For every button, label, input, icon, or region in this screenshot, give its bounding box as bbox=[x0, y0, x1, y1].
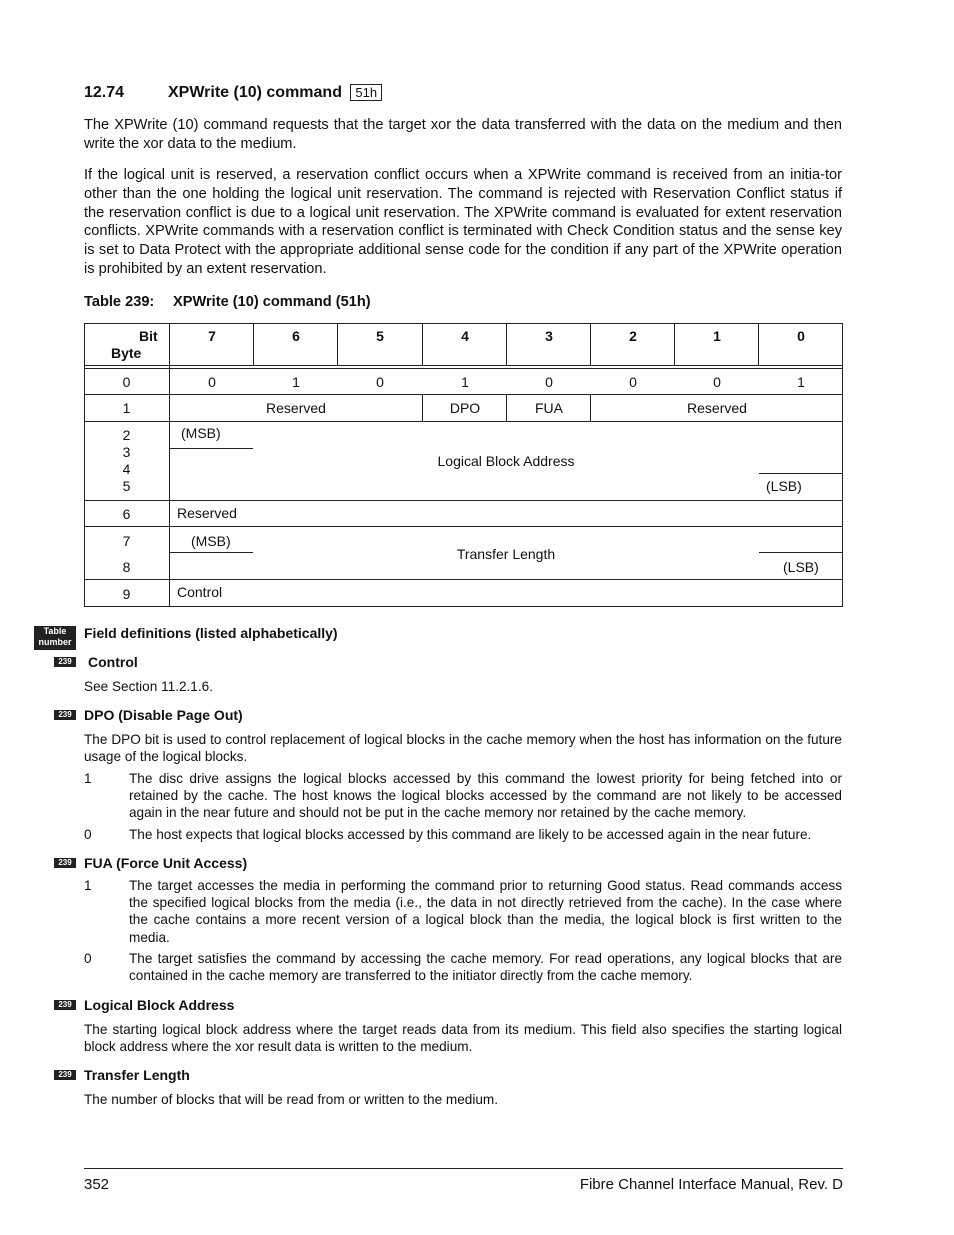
dpo-value-0: 0 The host expects that logical blocks accessed by this command are likely to be accessed again in the near future. bbox=[84, 827, 812, 842]
tl-field-name: Transfer Length bbox=[84, 1067, 190, 1083]
bit-4-header: 4 bbox=[461, 328, 469, 344]
manual-title: Fibre Channel Interface Manual, Rev. D bbox=[579, 1176, 843, 1193]
bit-2-header: 2 bbox=[629, 328, 637, 344]
byte-0-bit-4: 1 bbox=[461, 374, 469, 390]
intro-paragraph-2: If the logical unit is reserved, a reservation conflict occurs when a XPWrite command is received from an initia-tor other than the one holding the logical unit reservation. The command is rejected with Reservation Conflict status if the reservation conflict is due to a logical unit reservation. The XPWrite command is evaluated for extent reservation conflicts. XPWrite commands with a reservation conflict is terminated with Check Condition status and the sense key is set to Data Protect with the appropriate additional sense code for the condition if any part of the XPWrite operation is prohibited by an extent reservation. bbox=[84, 167, 842, 277]
dpo-field-text: The DPO bit is used to control replacement of logical blocks in the cache memory when the host has information on the future usage of the logical blocks. bbox=[84, 732, 842, 765]
byte-7-number: 7 bbox=[122, 533, 131, 549]
table-ref-tag: 239 bbox=[54, 657, 76, 667]
dpo-value-1: 1 The disc drive assigns the logical blocks accessed by this command the lowest priority for being fetched into or retained by the cache. The host knows the logical blocks accessed by the command are not likely to be accessed again in the near future and should not be put in the cache memory nor retained by the cache memory. bbox=[84, 771, 842, 821]
table-caption bbox=[84, 294, 371, 310]
command-table bbox=[84, 323, 843, 607]
byte-9-number: 9 bbox=[122, 586, 131, 602]
byte-0-bit-2: 0 bbox=[629, 374, 637, 390]
byte-0-bit-7: 0 bbox=[208, 374, 216, 390]
intro-paragraph-1: The XPWrite (10) command requests that the target xor the data transferred with the data on the medium and then write the xor data to the medium. bbox=[84, 117, 842, 152]
lba-field-name: Logical Block Address bbox=[84, 997, 235, 1013]
byte-0-bit-6: 1 bbox=[292, 374, 300, 390]
table-ref-tag: 239 bbox=[54, 858, 76, 868]
fua-value-1: 1 The target accesses the media in performing the command prior to returning Good status. Read commands access the specified logical blocks from the media (i.e., the data in not directly retrieved from the cache). In the case where the cache contains a more recent version of a logical block than the media, the logical block is first written to the media. bbox=[84, 878, 842, 945]
field-definitions-heading: Field definitions (listed alphabetically) bbox=[84, 625, 338, 641]
byte-3-number: 3 bbox=[122, 444, 131, 460]
byte-4-number: 4 bbox=[122, 461, 131, 477]
control-field-name: Control bbox=[88, 654, 138, 670]
page-number: 352 bbox=[84, 1176, 110, 1193]
control-field-text: See Section 11.2.1.6. bbox=[84, 679, 213, 694]
byte-0-bit-3: 0 bbox=[545, 374, 553, 390]
byte-2-number: 2 bbox=[122, 427, 131, 443]
table-number-tag: Table number bbox=[34, 626, 76, 650]
fua-value-0: 0 The target satisfies the command by accessing the cache memory. For read operations, any logical blocks that are contained in the cache memory are transferred to the initiator directly from the cache memory. bbox=[84, 951, 842, 984]
lba-lsb-marker: (LSB) bbox=[766, 478, 802, 494]
bit-5-header: 5 bbox=[376, 328, 384, 344]
tl-field-text: The number of blocks that will be read from or written to the medium. bbox=[84, 1092, 499, 1107]
table-ref-tag: 239 bbox=[54, 710, 76, 720]
byte-header-label: Byte bbox=[111, 345, 142, 361]
tl-lsb-marker: (LSB) bbox=[783, 559, 819, 575]
lba-field-text: The starting logical block address where the target reads data from its medium. This field also specifies the starting logical block address where the xor result data is written to the medium. bbox=[84, 1022, 842, 1055]
byte-1-reserved-high: Reserved bbox=[266, 400, 326, 416]
table-ref-tag: 239 bbox=[54, 1070, 76, 1080]
byte-0-bit-0: 1 bbox=[797, 374, 805, 390]
byte-6-reserved: Reserved bbox=[177, 505, 237, 521]
byte-0-number: 0 bbox=[122, 374, 131, 390]
bit-7-header: 7 bbox=[208, 328, 216, 344]
dpo-field-name: DPO (Disable Page Out) bbox=[84, 707, 243, 723]
control-field: Control bbox=[177, 584, 223, 600]
section-heading bbox=[84, 84, 382, 102]
bit-6-header: 6 bbox=[292, 328, 300, 344]
lba-msb-marker: (MSB) bbox=[181, 425, 221, 441]
byte-1-reserved-low: Reserved bbox=[687, 400, 747, 416]
byte-0-bit-5: 0 bbox=[376, 374, 384, 390]
section-title: XPWrite (10) command bbox=[168, 84, 342, 101]
table-label: Table 239: bbox=[84, 294, 155, 310]
transfer-length-field: Transfer Length bbox=[456, 546, 556, 562]
bit-1-header: 1 bbox=[713, 328, 721, 344]
section-number: 12.74 bbox=[84, 84, 125, 101]
dpo-field: DPO bbox=[449, 400, 481, 416]
byte-6-number: 6 bbox=[122, 506, 131, 522]
bit-header-label: Bit bbox=[139, 328, 158, 344]
byte-1-number: 1 bbox=[122, 400, 131, 416]
fua-field: FUA bbox=[535, 400, 563, 416]
byte-5-number: 5 bbox=[122, 478, 131, 494]
byte-0-bit-1: 0 bbox=[713, 374, 721, 390]
footer-rule bbox=[84, 1168, 843, 1169]
table-title: XPWrite (10) command (51h) bbox=[173, 294, 371, 310]
byte-8-number: 8 bbox=[122, 559, 131, 575]
tl-msb-marker: (MSB) bbox=[191, 533, 231, 549]
bit-0-header: 0 bbox=[797, 328, 805, 344]
bit-3-header: 3 bbox=[545, 328, 553, 344]
logical-block-address-field: Logical Block Address bbox=[437, 453, 575, 469]
fua-field-name: FUA (Force Unit Access) bbox=[84, 855, 248, 871]
opcode-box: 51h bbox=[350, 84, 382, 101]
table-ref-tag: 239 bbox=[54, 1000, 76, 1010]
